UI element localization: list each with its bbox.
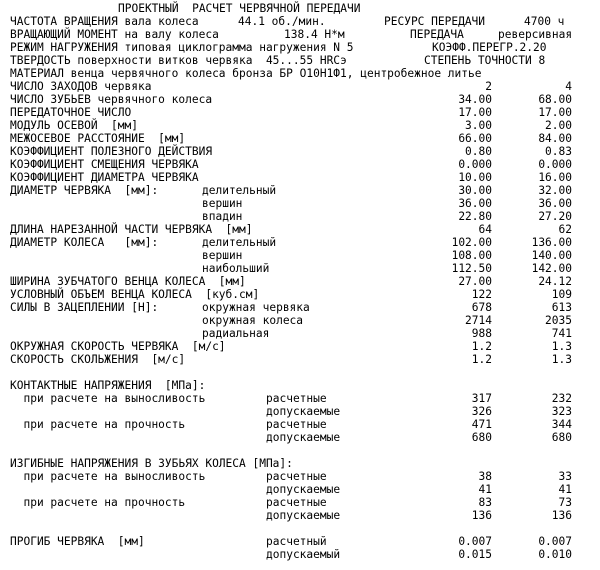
row-label: МОДУЛЬ ОСЕВОЙ [мм]: [10, 119, 138, 132]
torque-line: [0, 28, 600, 41]
table-row: [0, 145, 600, 158]
value-variant-2: 33: [558, 470, 572, 483]
value-variant-2: 0.83: [545, 145, 572, 158]
value-variant-1: 2714: [465, 314, 492, 327]
material-line: [0, 67, 600, 80]
table-row: [0, 301, 600, 314]
table-row: [0, 158, 600, 171]
value-variant-1: 678: [471, 301, 492, 314]
table-row: [0, 522, 600, 535]
value-variant-1: 66.00: [458, 132, 492, 145]
speed-label: ЧАСТОТА ВРАЩЕНИЯ вала колеса: [10, 15, 199, 28]
row-label: УСЛОВНЫЙ ОБЪЕМ ВЕНЦА КОЛЕСА [куб.см]: [10, 288, 260, 301]
value-variant-2: 142.00: [531, 262, 572, 275]
value-variant-1: 36.00: [458, 197, 492, 210]
value-variant-2: 16.00: [538, 171, 572, 184]
value-variant-2: 0.000: [538, 158, 572, 171]
row-value-kind: допускаемый: [266, 548, 341, 561]
value-variant-1: 22.80: [458, 210, 492, 223]
value-variant-2: 323: [551, 405, 572, 418]
speed-line: [0, 15, 600, 28]
value-variant-1: 122: [471, 288, 492, 301]
value-variant-1: 41: [478, 483, 492, 496]
value-variant-2: 27.20: [538, 210, 572, 223]
value-variant-1: 10.00: [458, 171, 492, 184]
value-variant-2: 41: [558, 483, 572, 496]
row-label: при расчете на выносливость: [10, 470, 206, 483]
value-variant-1: 680: [471, 431, 492, 444]
value-variant-2: 232: [551, 392, 572, 405]
value-variant-2: 741: [551, 327, 572, 340]
report-title: ПРОЕКТНЫЙ РАСЧЕТ ЧЕРВЯЧНОЙ ПЕРЕДАЧИ: [118, 2, 361, 15]
value-variant-2: 0.010: [538, 548, 572, 561]
value-variant-1: 34.00: [458, 93, 492, 106]
table-row: [0, 106, 600, 119]
value-variant-1: 0.015: [458, 548, 492, 561]
table-row: [0, 405, 600, 418]
table-row: [0, 262, 600, 275]
table-row: [0, 496, 600, 509]
value-variant-1: 17.00: [458, 106, 492, 119]
value-variant-1: 102.00: [451, 236, 492, 249]
table-row: [0, 457, 600, 470]
resource-value: 4700 ч: [524, 15, 565, 28]
table-row: [0, 132, 600, 145]
row-value-kind: допускаемые: [266, 405, 341, 418]
row-label: при расчете на выносливость: [10, 392, 206, 405]
value-variant-2: 1.3: [551, 340, 572, 353]
row-label: СКОРОСТЬ СКОЛЬЖЕНИЯ [м/с]: [10, 353, 186, 366]
table-row: [0, 275, 600, 288]
row-sublabel: впадин: [202, 210, 243, 223]
table-row: [0, 236, 600, 249]
value-variant-2: 4: [565, 80, 572, 93]
table-row: [0, 483, 600, 496]
value-variant-2: 1.3: [551, 353, 572, 366]
table-row: [0, 470, 600, 483]
table-row: [0, 340, 600, 353]
value-variant-1: 0.000: [458, 158, 492, 171]
row-label: КОНТАКТНЫЕ НАПРЯЖЕНИЯ [МПа]:: [10, 379, 206, 392]
value-variant-2: 680: [551, 431, 572, 444]
row-label: ЧИСЛО ЗУБЬЕВ червячного колеса: [10, 93, 213, 106]
hardness: ТВЕРДОСТЬ поверхности витков червяка 45...55 HRCэ: [10, 54, 347, 67]
row-sublabel: радиальная: [202, 327, 270, 340]
accuracy-degree: СТЕПЕНЬ ТОЧНОСТИ 8: [424, 54, 546, 67]
value-variant-1: 108.00: [451, 249, 492, 262]
value-variant-1: 1.2: [471, 353, 492, 366]
row-label: ДЛИНА НАРЕЗАННОЙ ЧАСТИ ЧЕРВЯКА [мм]: [10, 223, 253, 236]
row-value-kind: расчетные: [266, 392, 327, 405]
table-row: [0, 197, 600, 210]
value-variant-1: 0.007: [458, 535, 492, 548]
row-value-kind: допускаемые: [266, 483, 341, 496]
value-variant-2: 17.00: [538, 106, 572, 119]
table-row: [0, 392, 600, 405]
row-label: при расчете на прочность: [10, 496, 186, 509]
row-label: ИЗГИБНЫЕ НАПРЯЖЕНИЯ В ЗУБЬЯХ КОЛЕСА [МПа]:: [10, 457, 293, 470]
value-variant-1: 83: [478, 496, 492, 509]
table-row: [0, 353, 600, 366]
value-variant-1: 988: [471, 327, 492, 340]
value-variant-1: 1.2: [471, 340, 492, 353]
row-sublabel: делительный: [202, 184, 277, 197]
row-label: ДИАМЕТР КОЛЕСА [мм]:: [10, 236, 159, 249]
row-value-kind: расчетные: [266, 496, 327, 509]
row-sublabel: вершин: [202, 249, 243, 262]
row-value-kind: расчетный: [266, 535, 327, 548]
table-row: [0, 379, 600, 392]
speed-value: 44.1 об./мин.: [238, 15, 326, 28]
table-row: [0, 288, 600, 301]
report-title-line: [0, 2, 600, 15]
row-sublabel: окружная червяка: [202, 301, 310, 314]
value-variant-2: 140.00: [531, 249, 572, 262]
value-variant-1: 317: [471, 392, 492, 405]
row-label: ДИАМЕТР ЧЕРВЯКА [мм]:: [10, 184, 159, 197]
torque-label: ВРАЩАЮЩИЙ МОМЕНТ на валу колеса: [10, 28, 219, 41]
value-variant-2: 24.12: [538, 275, 572, 288]
value-variant-2: 2035: [545, 314, 572, 327]
value-variant-1: 3.00: [465, 119, 492, 132]
table-row: [0, 171, 600, 184]
value-variant-1: 136: [471, 509, 492, 522]
value-variant-2: 136.00: [531, 236, 572, 249]
value-variant-1: 326: [471, 405, 492, 418]
value-variant-1: 38: [478, 470, 492, 483]
table-row: [0, 509, 600, 522]
row-sublabel: наибольший: [202, 262, 270, 275]
value-variant-1: 27.00: [458, 275, 492, 288]
row-label: КОЭФФИЦИЕНТ ДИАМЕТРА ЧЕРВЯКА: [10, 171, 199, 184]
value-variant-2: 36.00: [538, 197, 572, 210]
material: МАТЕРИАЛ венца червячного колеса бронза БР О10Н1Ф1, центробежное литье: [10, 67, 482, 80]
table-row: [0, 80, 600, 93]
row-label: ПРОГИБ ЧЕРВЯКА [мм]: [10, 535, 145, 548]
value-variant-2: 0.007: [538, 535, 572, 548]
row-sublabel: вершин: [202, 197, 243, 210]
value-variant-2: 62: [558, 223, 572, 236]
row-sublabel: делительный: [202, 236, 277, 249]
value-variant-1: 64: [478, 223, 492, 236]
table-row: [0, 184, 600, 197]
row-label: ЧИСЛО ЗАХОДОВ червяка: [10, 80, 152, 93]
value-variant-2: 2.00: [545, 119, 572, 132]
row-value-kind: допускаемые: [266, 431, 341, 444]
load-mode-line: [0, 41, 600, 54]
value-variant-2: 136: [551, 509, 572, 522]
hardness-line: [0, 54, 600, 67]
overload-coefficient: КОЭФФ.ПЕРЕГР.2.20: [432, 41, 547, 54]
table-row: [0, 314, 600, 327]
row-label: СИЛЫ В ЗАЦЕПЛЕНИИ [Н]:: [10, 301, 159, 314]
table-row: [0, 93, 600, 106]
table-row: [0, 119, 600, 132]
row-value-kind: допускаемые: [266, 509, 341, 522]
table-row: [0, 431, 600, 444]
row-value-kind: расчетные: [266, 418, 327, 431]
value-variant-1: 30.00: [458, 184, 492, 197]
value-variant-2: 32.00: [538, 184, 572, 197]
table-row: [0, 223, 600, 236]
value-variant-1: 471: [471, 418, 492, 431]
value-variant-2: 68.00: [538, 93, 572, 106]
table-row: [0, 444, 600, 457]
row-label: ШИРИНА ЗУБЧАТОГО ВЕНЦА КОЛЕСА [мм]: [10, 275, 246, 288]
table-row: [0, 418, 600, 431]
table-row: [0, 366, 600, 379]
row-label: КОЭФФИЦИЕНТ ПОЛЕЗНОГО ДЕЙСТВИЯ: [10, 145, 213, 158]
drive-value: реверсивная: [498, 28, 573, 41]
value-variant-2: 84.00: [538, 132, 572, 145]
table-row: [0, 327, 600, 340]
row-label: МЕЖОСЕВОЕ РАССТОЯНИЕ [мм]: [10, 132, 186, 145]
value-variant-2: 109: [551, 288, 572, 301]
table-row: [0, 249, 600, 262]
row-sublabel: окружная колеса: [202, 314, 304, 327]
value-variant-1: 2: [485, 80, 492, 93]
value-variant-1: 0.80: [465, 145, 492, 158]
drive-label: ПЕРЕДАЧА: [410, 28, 464, 41]
row-value-kind: расчетные: [266, 470, 327, 483]
value-variant-2: 73: [558, 496, 572, 509]
table-row: [0, 210, 600, 223]
row-label: ОКРУЖНАЯ СКОРОСТЬ ЧЕРВЯКА [м/с]: [10, 340, 226, 353]
table-row: [0, 535, 600, 548]
value-variant-2: 613: [551, 301, 572, 314]
row-label: ПЕРЕДАТОЧНОЕ ЧИСЛО: [10, 106, 132, 119]
table-row: [0, 548, 600, 561]
value-variant-1: 112.50: [451, 262, 492, 275]
load-mode: РЕЖИМ НАГРУЖЕНИЯ типовая циклограмма нагружения N 5: [10, 41, 354, 54]
value-variant-2: 344: [551, 418, 572, 431]
row-label: при расчете на прочность: [10, 418, 186, 431]
resource-label: РЕСУРС ПЕРЕДАЧИ: [384, 15, 486, 28]
torque-value: 138.4 Н*м: [284, 28, 345, 41]
row-label: КОЭФФИЦИЕНТ СМЕЩЕНИЯ ЧЕРВЯКА: [10, 158, 199, 171]
